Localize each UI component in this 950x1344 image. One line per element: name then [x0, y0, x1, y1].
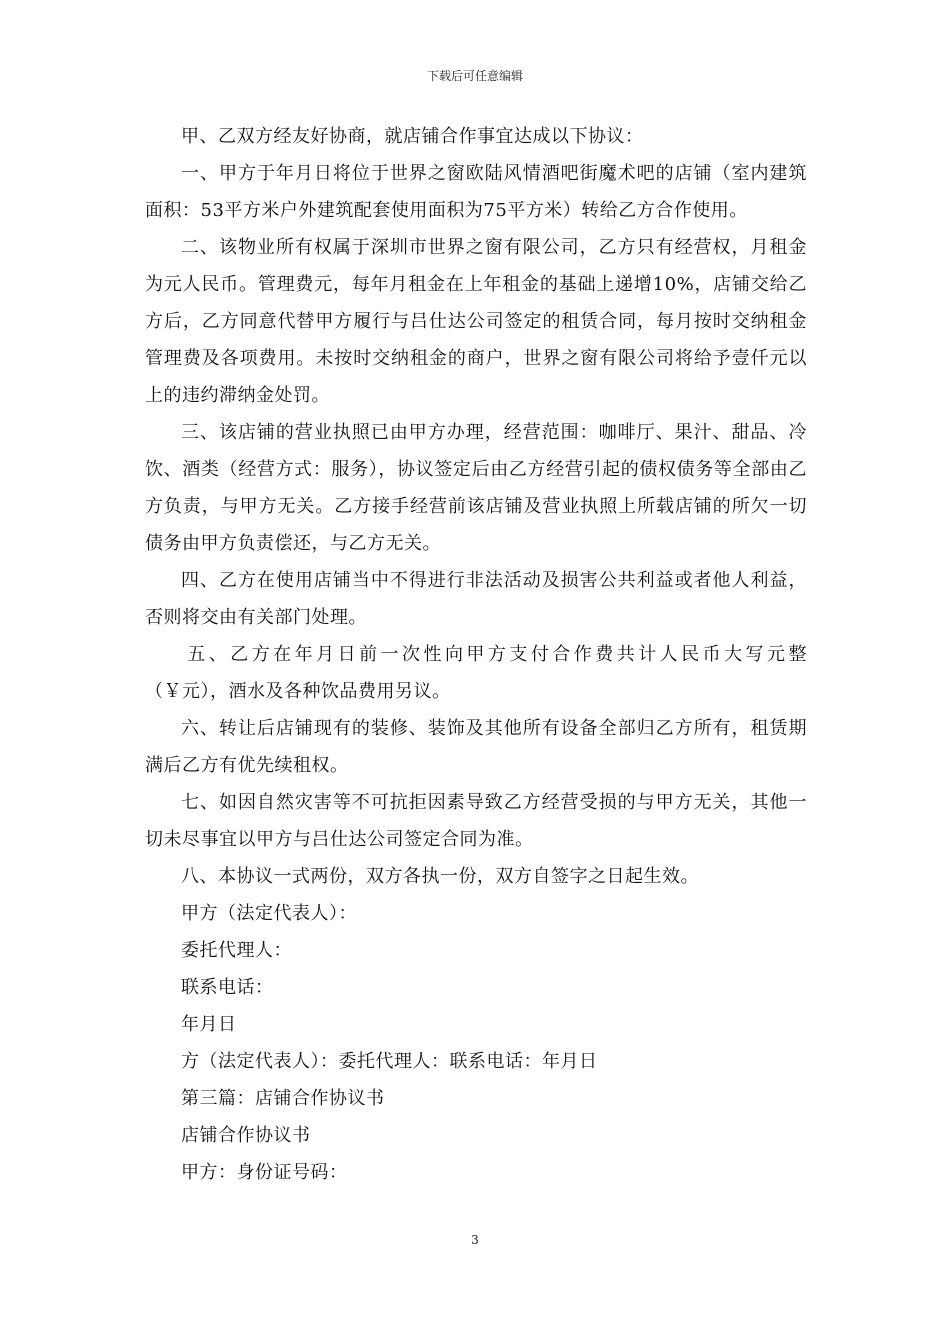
clause-6: 六、转让后店铺现有的装修、装饰及其他所有设备全部归乙方所有，租赁期满后乙方有优先续租权。	[145, 718, 807, 776]
page-number: 3	[471, 1233, 479, 1247]
party-a-phone: 联系电话：	[181, 977, 274, 998]
party-a-agent: 委托代理人：	[181, 940, 292, 961]
paragraph-intro: 甲、乙双方经友好协商，就店铺合作事宜达成以下协议：	[181, 126, 644, 147]
section-heading: 第三篇：店铺合作协议书	[181, 1088, 385, 1109]
clause-4: 四、乙方在使用店铺当中不得进行非法活动及损害公共利益或者他人利益，否则将交由有关部门处理。	[145, 570, 807, 628]
clause-5: 五、乙方在年月日前一次性向甲方支付合作费共计人民币大写元整（￥元），酒水及各种饮品费用另议。	[145, 644, 807, 702]
document-title: 店铺合作协议书	[181, 1125, 311, 1146]
clause-8: 八、本协议一式两份，双方各执一份，双方自签字之日起生效。	[181, 866, 699, 887]
party-b-signature-line: 方（法定代表人）：委托代理人：联系电话：年月日	[181, 1051, 598, 1072]
party-a-legal-rep: 甲方（法定代表人）：	[181, 903, 357, 924]
clause-1: 一、甲方于年月日将位于世界之窗欧陆风情酒吧街魔术吧的店铺（室内建筑面积：53平方米户外建筑配套使用面积为75平方米）转给乙方合作使用。	[145, 163, 807, 221]
clause-3: 三、该店铺的营业执照已由甲方办理，经营范围：咖啡厅、果汁、甜品、冷饮、酒类（经营方式：服务），协议签定后由乙方经营引起的债权债务等全部由乙方负责，与甲方无关。乙方接手经营前该店铺及营业执照上所载店铺的所欠一切债务由甲方负责偿还，与乙方无关。	[145, 422, 807, 554]
party-a-date: 年月日	[181, 1014, 237, 1035]
clause-2: 二、该物业所有权属于深圳市世界之窗有限公司，乙方只有经营权，月租金为元人民币。管理费元，每年月租金在上年租金的基础上递增10%，店铺交给乙方后，乙方同意代替甲方履行与吕仕达公司签定的租赁合同，每月按时交纳租金管理费及各项费用。未按时交纳租金的商户，世界之窗有限公司将给予壹仟元以上的违约滞纳金处罚。	[145, 237, 807, 406]
document-body	[145, 118, 807, 1191]
party-a-id-line: 甲方：身份证号码：	[181, 1162, 348, 1183]
clause-7: 七、如因自然灾害等不可抗拒因素导致乙方经营受损的与甲方无关，其他一切未尽事宜以甲方与吕仕达公司签定合同为准。	[145, 792, 807, 850]
page-header: 下载后可任意编辑	[426, 69, 523, 83]
